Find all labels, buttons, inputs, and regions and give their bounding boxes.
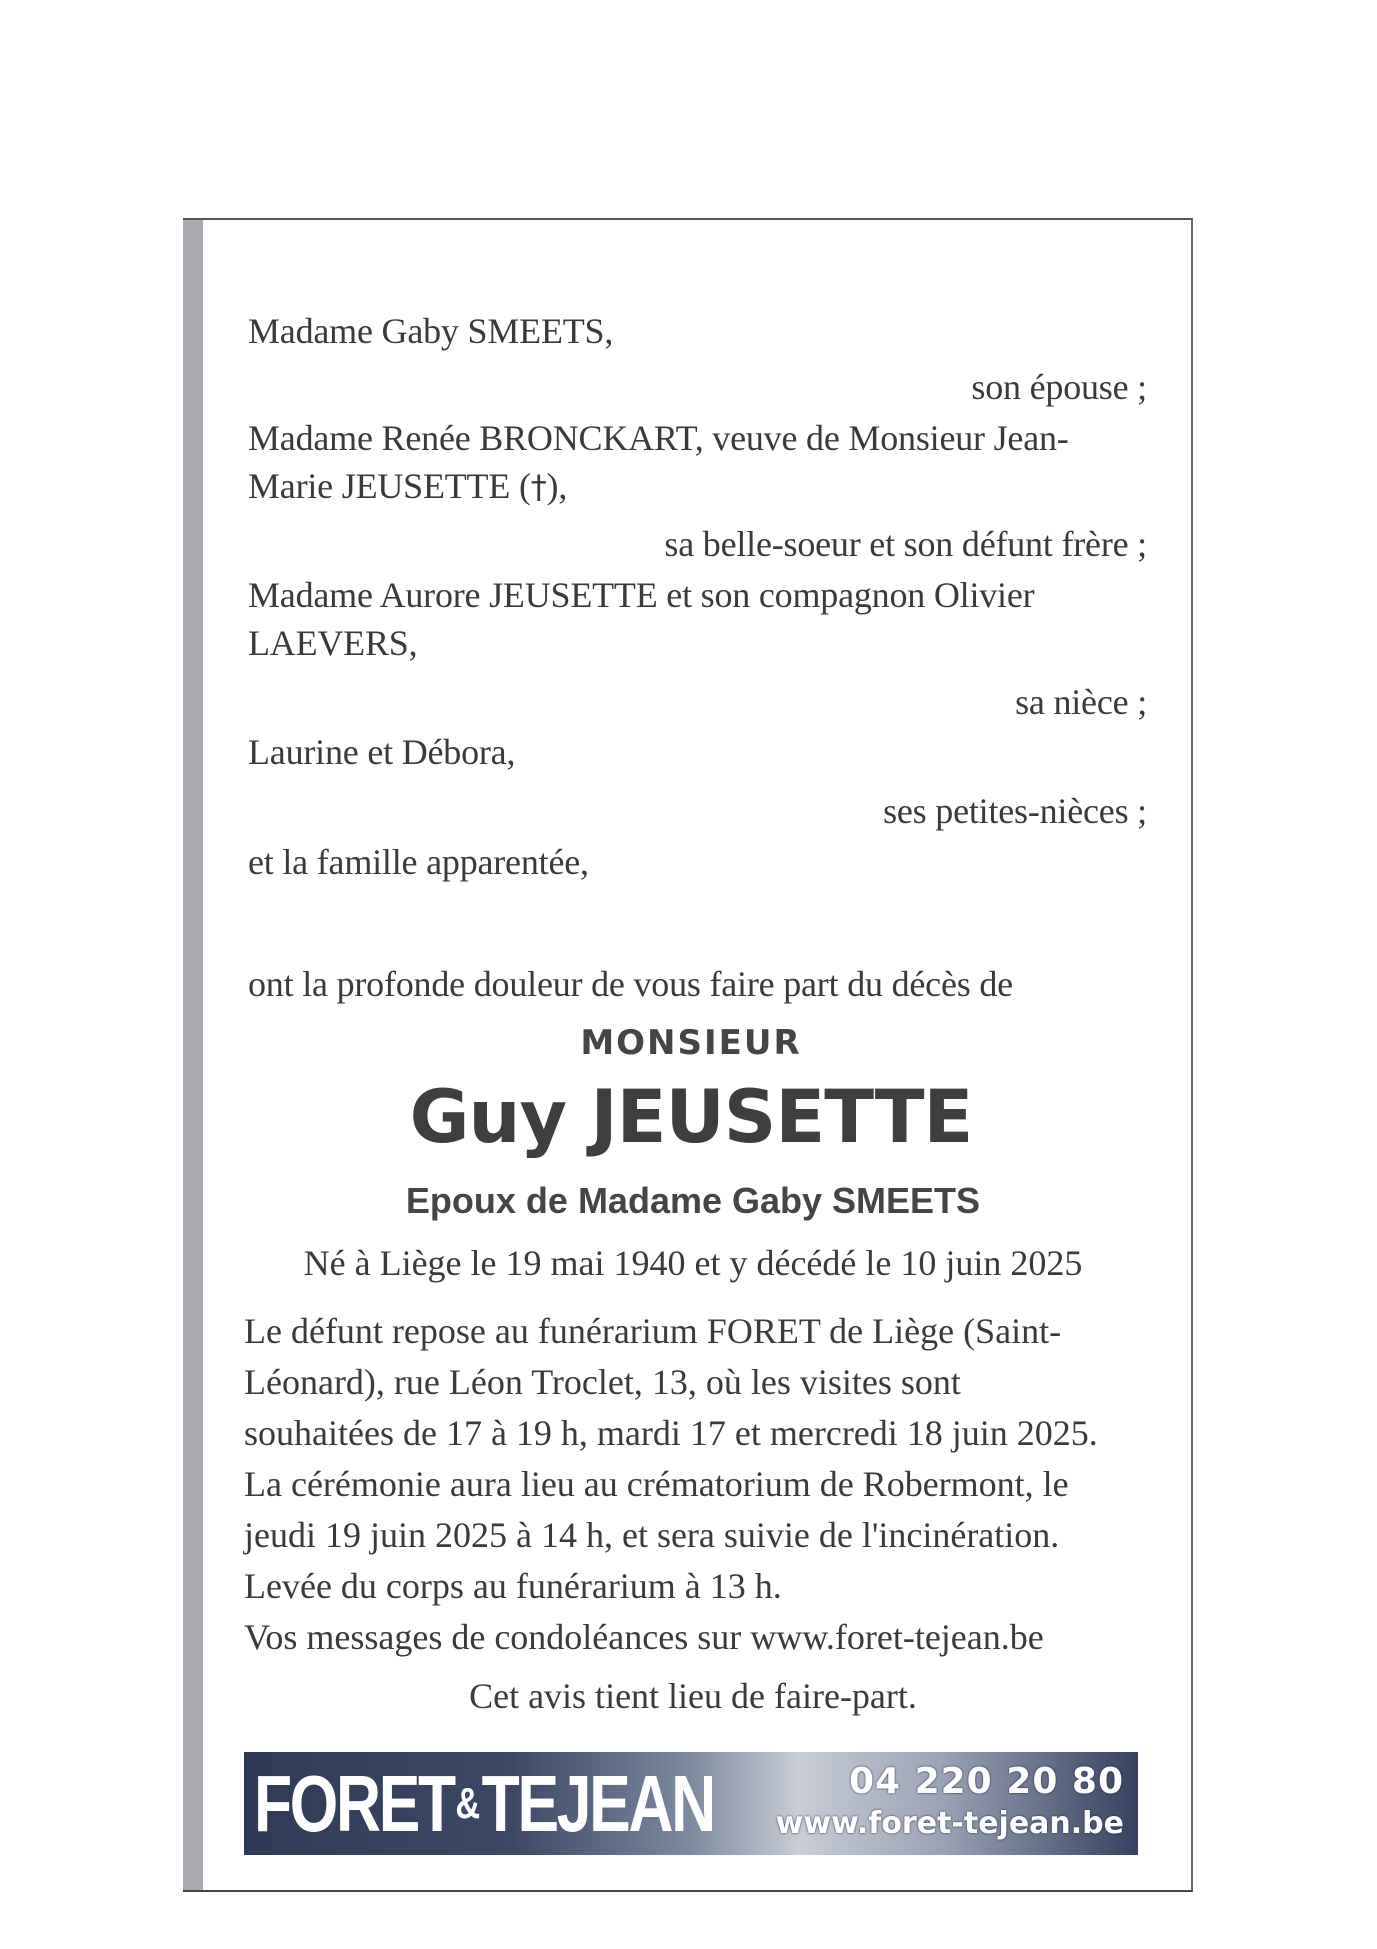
- family-line-1: Madame Gaby SMEETS,: [248, 311, 614, 351]
- brand-amp: &: [455, 1778, 481, 1828]
- details-line: La cérémonie aura lieu au crématorium de Robermont, le: [244, 1464, 1069, 1504]
- details-line: jeudi 19 juin 2025 à 14 h, et sera suivie de l'incinération.: [244, 1515, 1060, 1555]
- details-block: [244, 1306, 1144, 1663]
- brand-right: TEJEAN: [481, 1758, 714, 1848]
- family-line-6: Laurine et Débora,: [248, 732, 516, 772]
- family-line-5: LAEVERS,: [248, 623, 418, 663]
- funeral-home-banner: [244, 1752, 1138, 1855]
- relation-line-2: sa belle-soeur et son défunt frère ;: [664, 524, 1147, 564]
- details-line: Le défunt repose au funérarium FORET de Liège (Saint-: [244, 1311, 1062, 1351]
- details-line: Vos messages de condoléances sur www.foret-tejean.be: [244, 1617, 1044, 1657]
- contact-block: [776, 1760, 1124, 1844]
- obituary-card: [183, 218, 1193, 1892]
- relation-line-1: son épouse ;: [971, 367, 1147, 407]
- cross-icon: †: [530, 468, 547, 506]
- details-line: Levée du corps au funérarium à 13 h.: [244, 1566, 782, 1606]
- notice-note: Cet avis tient lieu de faire-part.: [469, 1676, 917, 1716]
- relation-line-3: sa nièce ;: [1015, 682, 1147, 722]
- brand-logo: [254, 1756, 714, 1851]
- family-line-3a: Marie JEUSETTE (: [248, 466, 531, 506]
- announcement-intro: ont la profonde douleur de vous faire part du décès de: [248, 964, 1013, 1004]
- details-line: Léonard), rue Léon Troclet, 13, où les visites sont: [244, 1362, 961, 1402]
- deceased-title: MONSIEUR: [580, 1023, 802, 1063]
- family-line-3: [248, 463, 567, 510]
- phone-number: 04 220 20 80: [848, 1761, 1124, 1802]
- relation-line-4: ses petites-nièces ;: [883, 791, 1147, 831]
- family-line-3b: ),: [546, 466, 568, 506]
- brand-left: FORET: [254, 1758, 454, 1848]
- family-line-7: et la famille apparentée,: [248, 842, 589, 882]
- website-link[interactable]: www.foret-tejean.be: [775, 1806, 1124, 1841]
- details-line: souhaitées de 17 à 19 h, mardi 17 et mercredi 18 juin 2025.: [244, 1413, 1098, 1453]
- dates-line: Né à Liège le 19 mai 1940 et y décédé le 10 juin 2025: [303, 1243, 1083, 1283]
- spouse-line: Epoux de Madame Gaby SMEETS: [405, 1180, 981, 1221]
- deceased-name: Guy JEUSETTE: [409, 1075, 973, 1160]
- family-line-4: Madame Aurore JEUSETTE et son compagnon Olivier: [248, 575, 1035, 615]
- family-line-2: Madame Renée BRONCKART, veuve de Monsieur Jean-: [248, 418, 1069, 458]
